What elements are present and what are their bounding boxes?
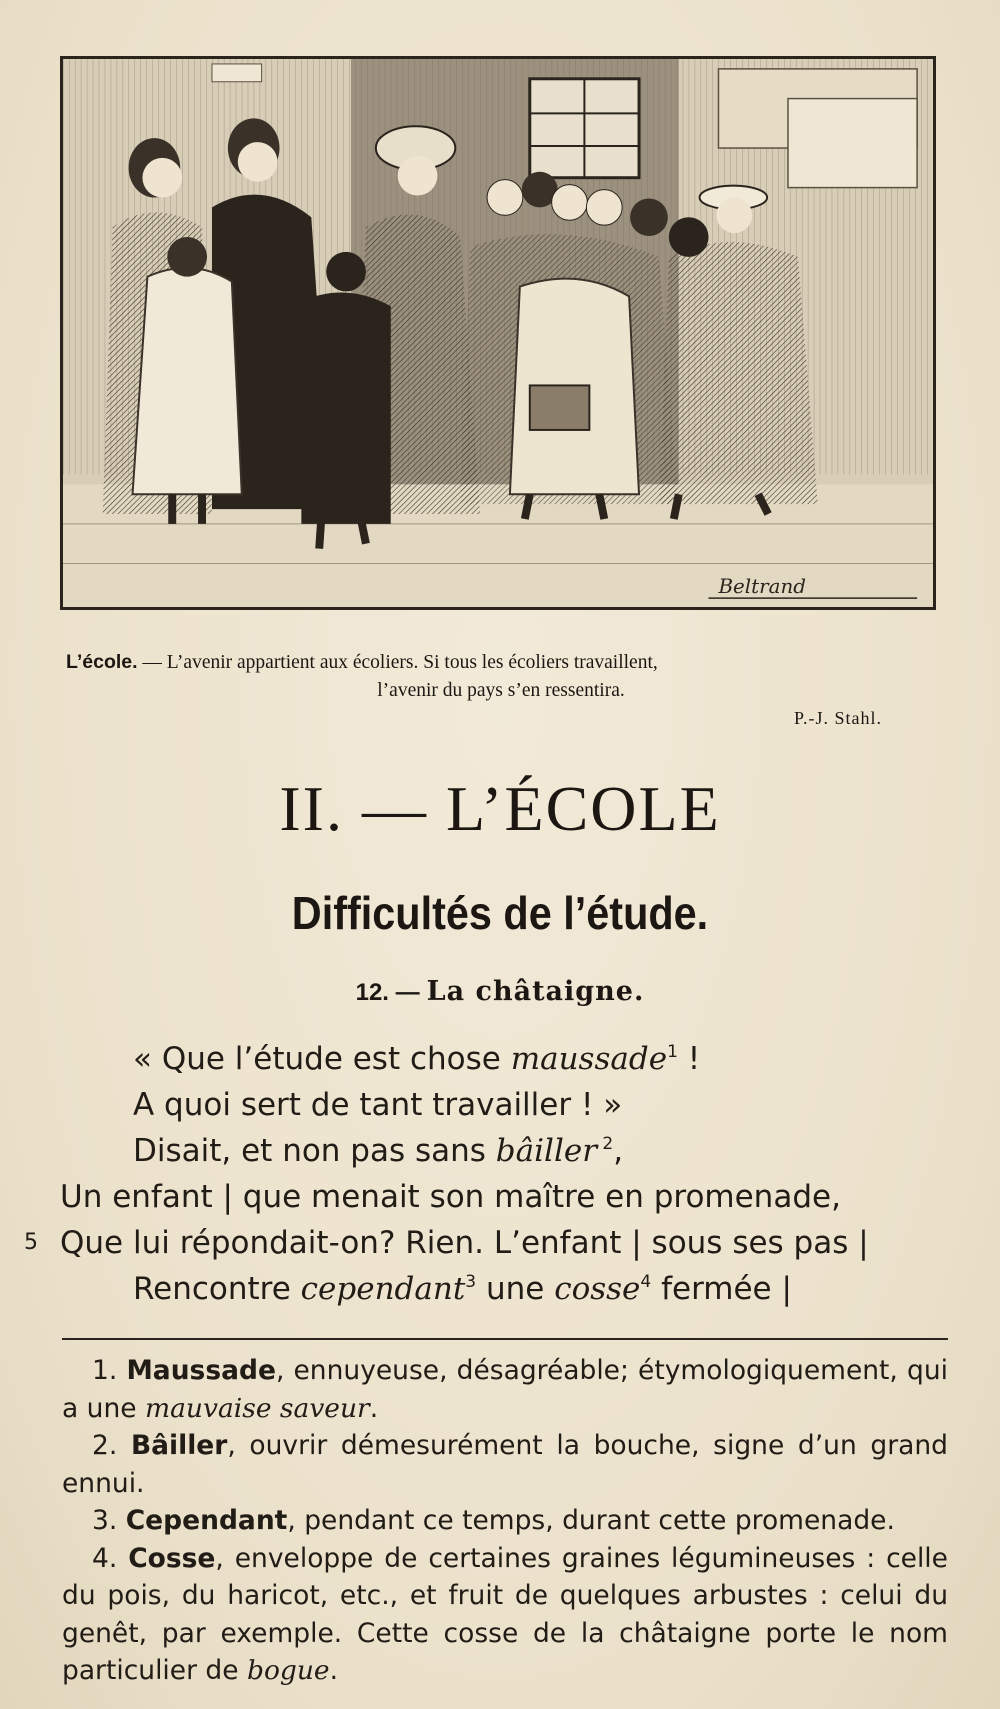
poem-text: « Que l’étude est chose	[133, 1041, 511, 1077]
caption-author: P.-J. Stahl.	[794, 708, 883, 728]
piece-number: 12. —	[355, 979, 420, 1006]
footnote-3	[62, 1502, 948, 1540]
section-title: Difficultés de l’étude.	[291, 887, 709, 939]
poem-text: Disait, et non pas sans	[133, 1133, 496, 1169]
footnote-ref: 2	[597, 1134, 614, 1154]
poem-line-1	[133, 1036, 700, 1082]
footnote-2	[62, 1427, 948, 1502]
poem-text: Rencontre	[133, 1271, 301, 1307]
caption-lead: L’école.	[66, 651, 138, 673]
poem-text: fermée |	[651, 1271, 792, 1307]
caption-dash: —	[137, 652, 167, 673]
chapter-title: II. — L’ÉCOLE	[279, 773, 721, 844]
footnote-emphasis: bogue	[246, 1655, 330, 1686]
poem-text: !	[677, 1041, 701, 1077]
footnote-emphasis: mauvaise saveur	[144, 1392, 370, 1424]
footnote-term: Cosse	[128, 1542, 216, 1574]
illustration-caption	[66, 648, 936, 728]
poem-text: ,	[613, 1133, 624, 1169]
footnote-number: 4.	[92, 1542, 118, 1574]
footnote-text: , pendant ce temps, durant cette promenade.	[287, 1505, 895, 1536]
footnote-term: Maussade	[126, 1355, 276, 1386]
poem-line-6	[133, 1266, 792, 1312]
caption-line-1: L’avenir appartient aux écoliers. Si tous les écoliers travaillent,	[166, 652, 658, 673]
footnote-text: , ouvrir démesurément la bouche, signe d’un grand ennui.	[62, 1430, 948, 1499]
footnote-ref: 4	[640, 1272, 652, 1292]
poem-line-2	[133, 1082, 622, 1128]
poem-text: Que lui répondait-on? Rien. L’enfant | sous ses pas |	[60, 1225, 869, 1261]
footnote-text: , enveloppe de certaines graines légumineuses : celle du pois, du haricot, etc., et fruit de quelques arbustes : celui du genêt, par exemple. Cette cosse de la châtaigne porte le nom particulier de	[62, 1542, 948, 1686]
footnote-number: 2.	[92, 1430, 118, 1461]
footnote-ref: 3	[465, 1272, 477, 1292]
piece-name: La châtaigne.	[426, 976, 645, 1007]
poem-emphasis: cosse	[554, 1271, 641, 1307]
footnote-number: 1.	[92, 1355, 118, 1386]
footnote-separator	[62, 1338, 948, 1340]
footnote-number: 3.	[92, 1505, 118, 1536]
poem-line-4	[60, 1174, 841, 1220]
footnote-ref: 1	[667, 1042, 678, 1062]
engraving-illustration	[60, 56, 936, 610]
footnote-term: Bâiller	[130, 1430, 228, 1461]
footnote-1	[62, 1352, 948, 1427]
poem-emphasis: cependant	[300, 1271, 466, 1307]
poem-text: Un enfant | que menait son maître en promenade,	[60, 1179, 841, 1215]
footnote-text: , ennuyeuse, désagréable; étymologiquement, qui a une	[62, 1355, 948, 1424]
piece-title	[0, 976, 1000, 1008]
poem-line-3	[133, 1128, 623, 1174]
poem-line-5	[60, 1220, 869, 1266]
footnotes	[62, 1352, 948, 1690]
footnote-text: .	[329, 1655, 339, 1686]
poem-text: une	[476, 1271, 555, 1307]
poem-emphasis: bâiller	[495, 1133, 598, 1169]
poem-emphasis: maussade	[510, 1041, 668, 1077]
poem-text: A quoi sert de tant travailler ! »	[133, 1087, 623, 1123]
footnote-text: .	[369, 1392, 379, 1424]
engraving-image	[63, 59, 933, 607]
line-number: 5	[24, 1230, 38, 1255]
footnote-4	[62, 1540, 948, 1690]
caption-line-2: l’avenir du pays s’en ressentira.	[377, 680, 625, 701]
artist-signature: Beltrand	[718, 575, 806, 599]
footnote-term: Cependant	[125, 1505, 288, 1536]
